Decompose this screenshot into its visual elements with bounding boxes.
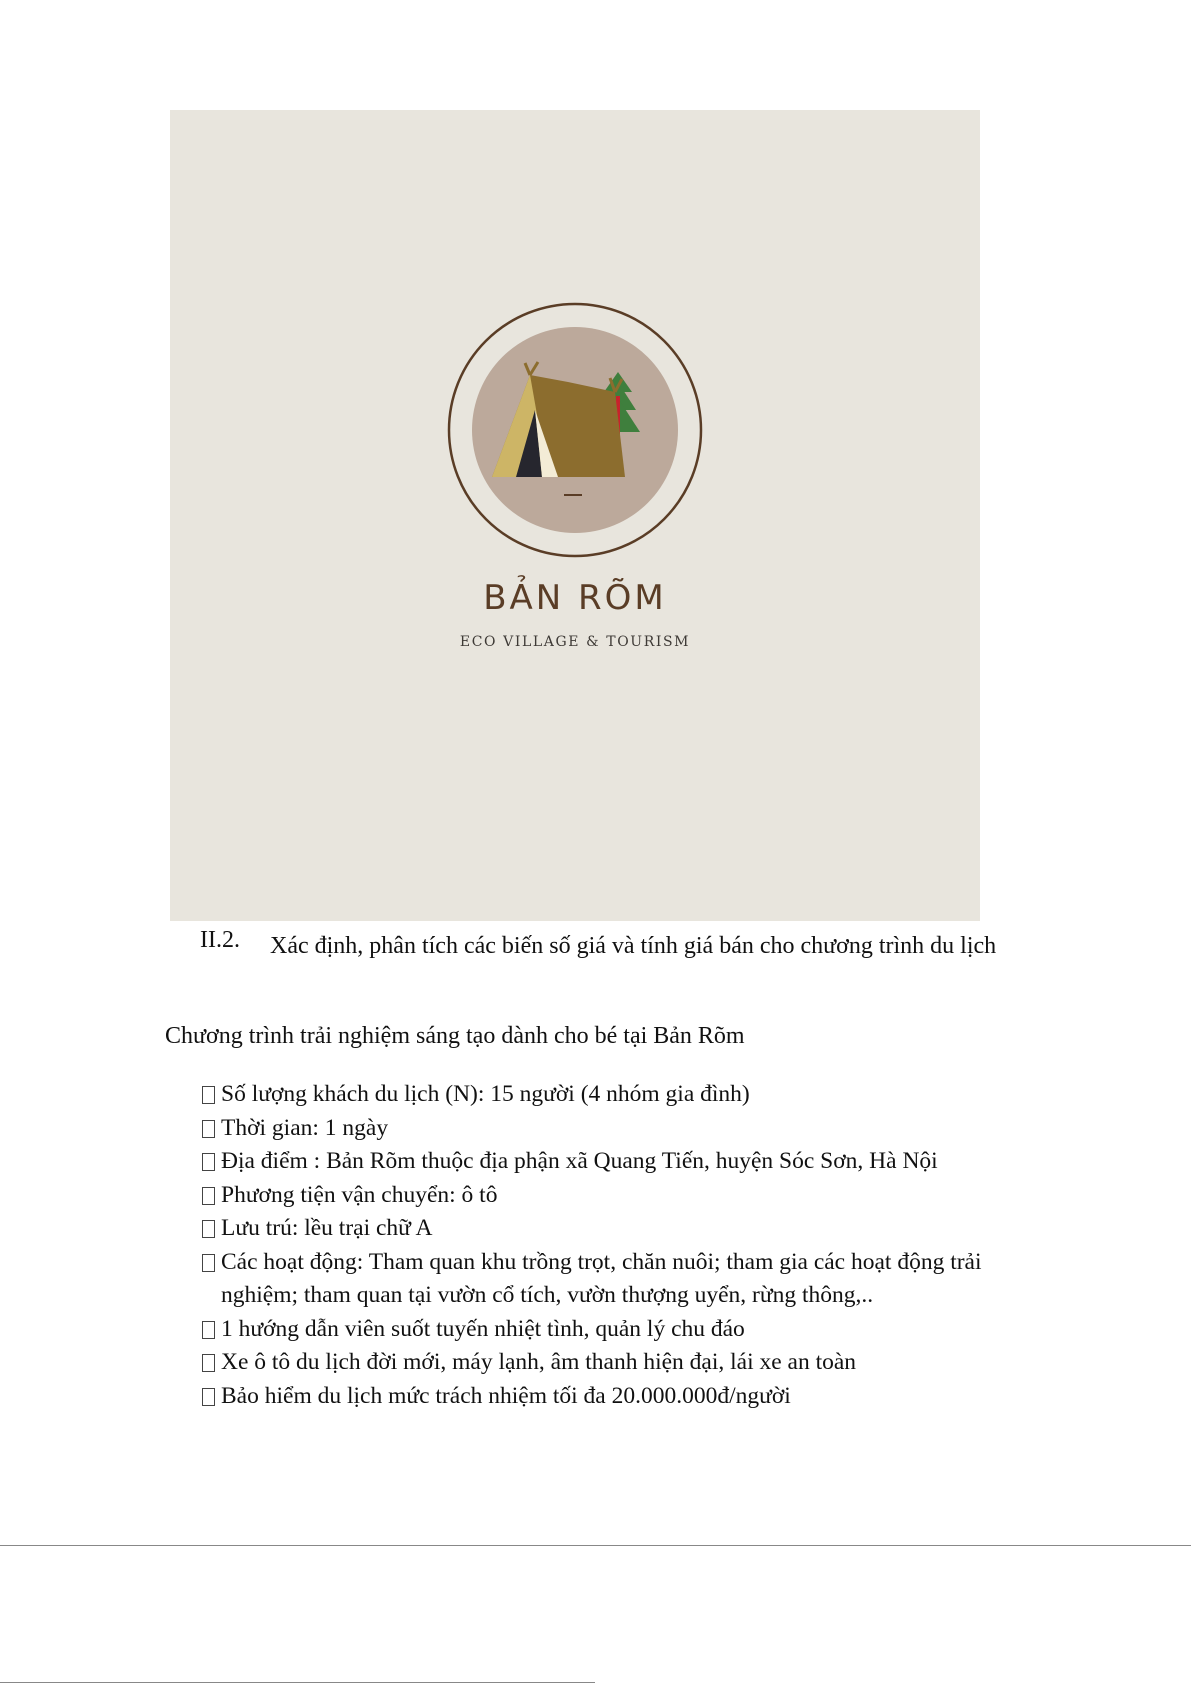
bullet-box-icon [202,1120,215,1138]
list-item-text: Phương tiện vận chuyển: ô tô [221,1181,498,1208]
list-item-text: Số lượng khách du lịch (N): 15 người (4 nhóm gia đình) [221,1081,750,1107]
list-item [200,1112,1060,1146]
logo-emblem [170,110,980,921]
page-footer-divider [0,1545,1191,1546]
list-item [200,1346,1060,1380]
program-details-list [200,1078,1060,1413]
bullet-box-icon [202,1086,215,1104]
list-item-text: Địa điểm : Bản Rõm thuộc địa phận xã Quang Tiến, huyện Sóc Sơn, Hà Nội [221,1148,938,1174]
list-item-text: Xe ô tô du lịch đời mới, máy lạnh, âm thanh hiện đại, lái xe an toàn [221,1349,857,1375]
list-item [200,1078,1060,1112]
bullet-box-icon [202,1388,215,1406]
bullet-box-icon [202,1220,215,1238]
list-item-text: Thời gian: 1 ngày [221,1114,389,1141]
section-title: Xác định, phân tích các biến số giá và tính giá bán cho chương trình du lịch [270,933,997,959]
bullet-box-icon [202,1254,215,1272]
brand-tagline: ECO VILLAGE & TOURISM [459,634,691,650]
footnote-divider [0,1682,595,1683]
list-item [200,1380,1060,1414]
list-item-text: Các hoạt động: Tham quan khu trồng trọt, chăn nuôi; tham gia các hoạt động trải nghiệm; tham quan tại vườn cổ tích, vườn thượng uyển, rừng thông,.. [221,1248,982,1308]
list-item-text: Bảo hiểm du lịch mức trách nhiệm tối đa 20.000.000đ/người [221,1382,791,1409]
list-item [200,1212,1060,1246]
list-item-text: Lưu trú: lều trại chữ A [221,1215,433,1241]
bullet-box-icon [202,1321,215,1339]
program-title: Chương trình trải nghiệm sáng tạo dành cho bé tại Bản Rõm [165,1023,745,1049]
list-item [200,1246,1060,1313]
list-item-text: 1 hướng dẫn viên suốt tuyến nhiệt tình, quản lý chu đáo [221,1315,745,1342]
bullet-box-icon [202,1153,215,1171]
list-item [200,1313,1060,1347]
brand-name: BẢN RÕM [483,578,667,618]
list-item [200,1145,1060,1179]
logo-panel [170,110,980,921]
bullet-box-icon [202,1187,215,1205]
section-number: II.2. [200,927,240,953]
bullet-box-icon [202,1354,215,1372]
list-item [200,1179,1060,1213]
